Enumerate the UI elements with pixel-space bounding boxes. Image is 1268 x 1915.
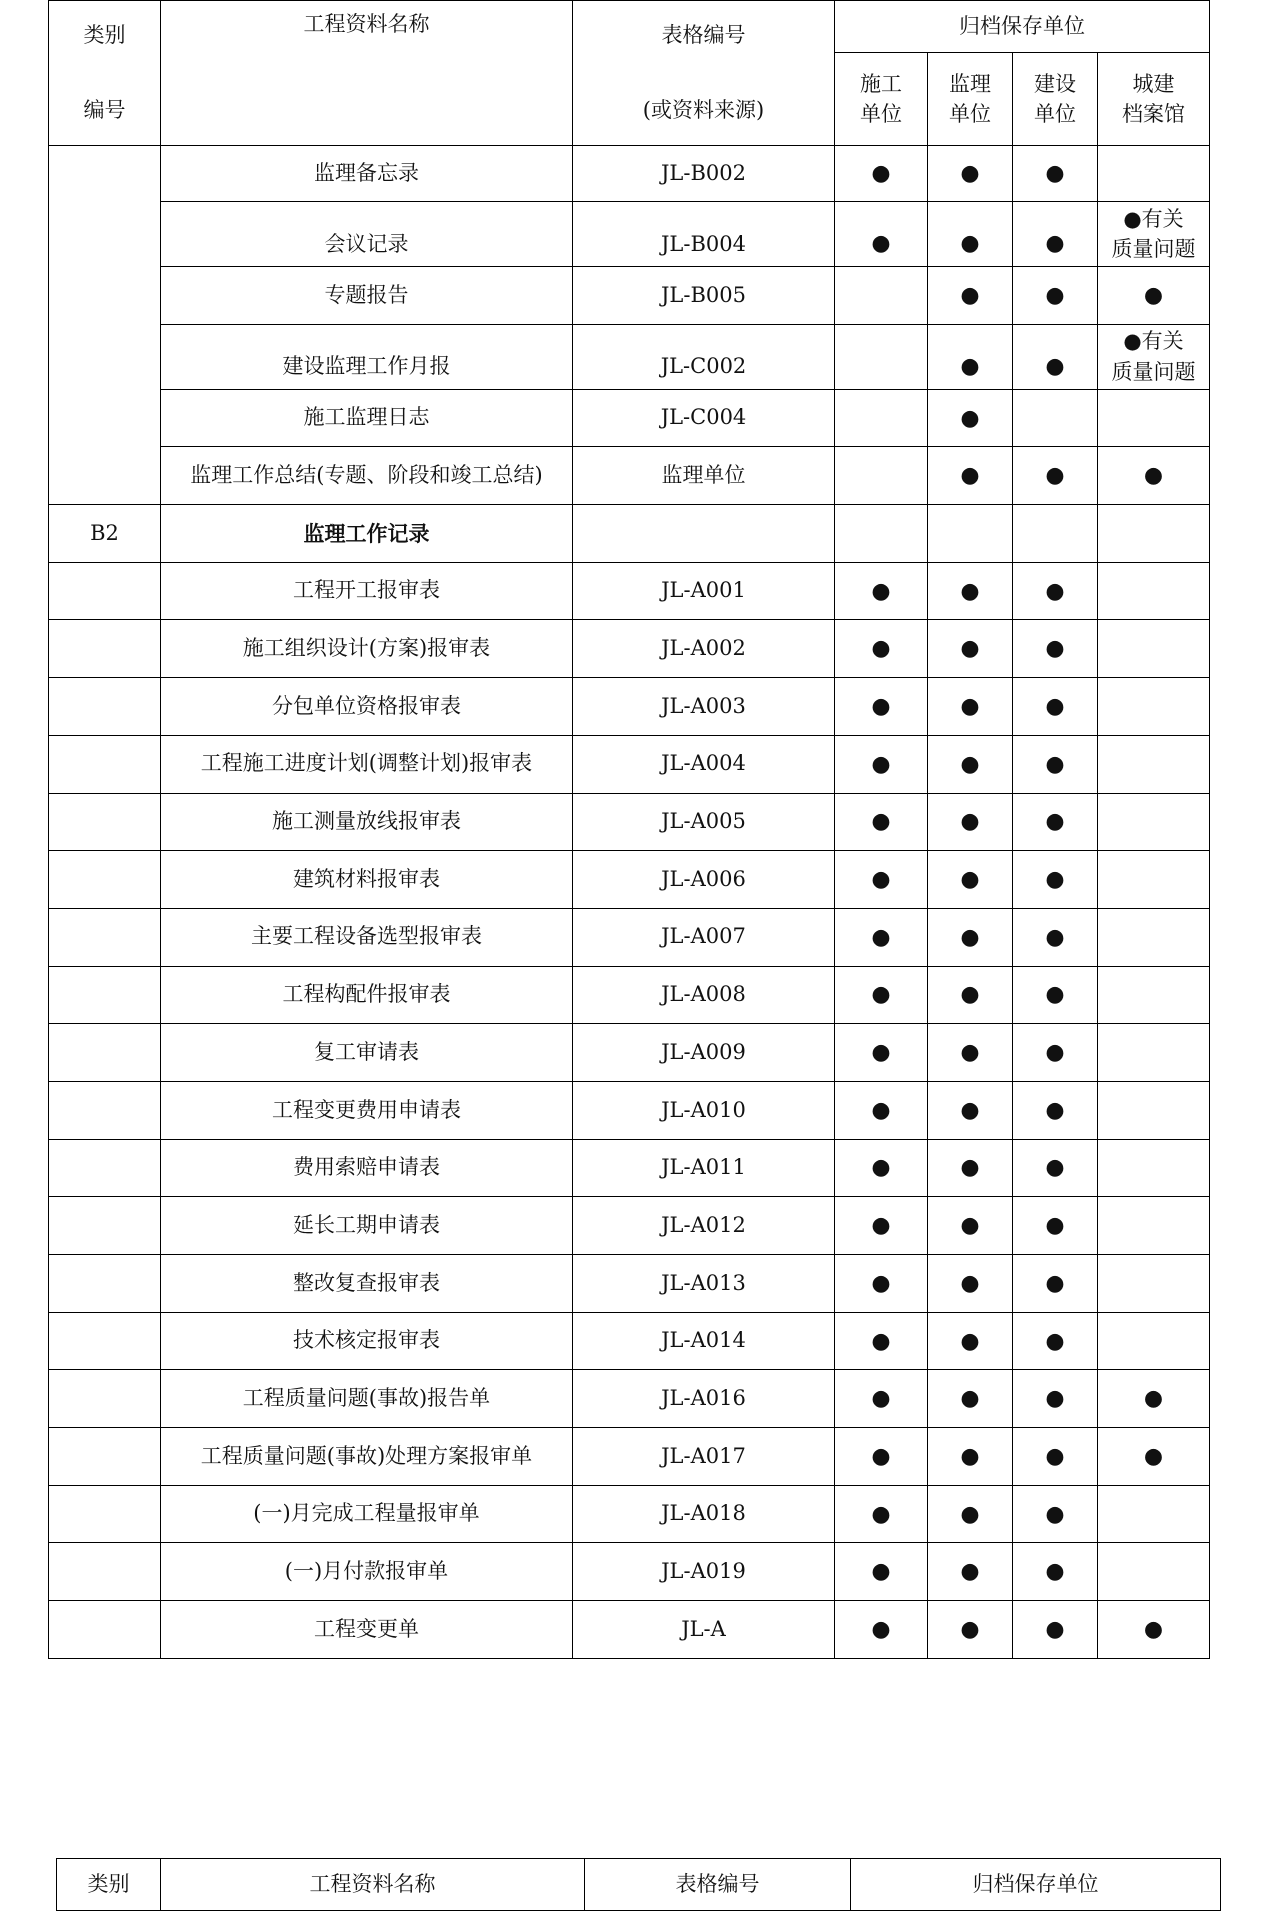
form-code: JL-A — [573, 1601, 835, 1659]
form-code: JL-A017 — [573, 1428, 835, 1486]
archive-dot: ● — [928, 324, 1013, 389]
archive-empty — [1098, 1312, 1210, 1370]
archive-empty — [1098, 146, 1210, 202]
form-code: JL-A011 — [573, 1139, 835, 1197]
header-form-source-label: (或资料来源) — [642, 98, 765, 122]
archive-dot: ● — [1013, 678, 1098, 736]
archive-dot: ● — [835, 1601, 928, 1659]
form-code: JL-A010 — [573, 1081, 835, 1139]
archive-dot: ● — [835, 1197, 928, 1255]
archive-dot: ● — [835, 1024, 928, 1082]
archive-dot: ● — [928, 202, 1013, 267]
category-cell-empty — [49, 735, 161, 793]
archive-dot: ● — [1013, 1081, 1098, 1139]
form-code: JL-A003 — [573, 678, 835, 736]
section-title: 监理工作记录 — [161, 505, 573, 563]
archive-dot: ● — [928, 447, 1013, 505]
archive-dot: ● — [835, 620, 928, 678]
doc-name: 施工组织设计(方案)报审表 — [161, 620, 573, 678]
archive-dot: ● — [928, 1139, 1013, 1197]
form-code: JL-A004 — [573, 735, 835, 793]
archive-dot: ● — [928, 851, 1013, 909]
archive-dot: ● — [928, 1024, 1013, 1082]
archive-dot: ● — [928, 793, 1013, 851]
archive-dot: ● — [835, 202, 928, 267]
header-archive-units: 归档保存单位 — [835, 1, 1210, 53]
archive-note: ●有关 质量问题 — [1098, 202, 1210, 267]
doc-name: 工程施工进度计划(调整计划)报审表 — [161, 735, 573, 793]
archive-dot: ● — [928, 966, 1013, 1024]
archive-empty — [1098, 1024, 1210, 1082]
form-code: JL-A001 — [573, 562, 835, 620]
archive-dot: ● — [835, 678, 928, 736]
archive-dot: ● — [1098, 447, 1210, 505]
archive-dot: ● — [835, 908, 928, 966]
doc-name: 技术核定报审表 — [161, 1312, 573, 1370]
header-name: 工程资料名称 — [161, 1, 573, 146]
archive-dot: ● — [1013, 562, 1098, 620]
archive-dot: ● — [835, 1370, 928, 1428]
section-empty — [573, 505, 835, 563]
archive-dot: ● — [928, 620, 1013, 678]
header-name-2: 工程资料名称 — [161, 1859, 585, 1911]
archive-dot: ● — [1013, 447, 1098, 505]
archive-dot: ● — [1098, 267, 1210, 325]
category-cell-empty — [49, 1370, 161, 1428]
archive-dot: ● — [1098, 1370, 1210, 1428]
archive-dot: ● — [928, 1601, 1013, 1659]
doc-name: 专题报告 — [161, 267, 573, 325]
archive-dot: ● — [928, 146, 1013, 202]
archive-empty — [1013, 389, 1098, 447]
header-category — [49, 1, 161, 146]
archive-dot: ● — [835, 966, 928, 1024]
doc-name: 费用索赔申请表 — [161, 1139, 573, 1197]
archive-dot: ● — [1013, 324, 1098, 389]
archive-empty — [1098, 678, 1210, 736]
archive-dot: ● — [835, 562, 928, 620]
archive-dot: ● — [928, 678, 1013, 736]
header-number-label: 编号 — [83, 98, 126, 122]
archive-dot: ● — [835, 1485, 928, 1543]
header-unit-supervision: 监理 单位 — [928, 53, 1013, 146]
archive-empty — [1098, 1255, 1210, 1313]
form-code: JL-A008 — [573, 966, 835, 1024]
archive-dot: ● — [835, 1428, 928, 1486]
archive-dot: ● — [928, 1485, 1013, 1543]
doc-name: 施工监理日志 — [161, 389, 573, 447]
header-unit-archive: 城建 档案馆 — [1098, 53, 1210, 146]
category-cell-empty — [49, 1139, 161, 1197]
header-archive-units-2: 归档保存单位 — [851, 1859, 1221, 1911]
archive-dot: ● — [1013, 851, 1098, 909]
archive-dot: ● — [835, 1139, 928, 1197]
archive-dot: ● — [835, 851, 928, 909]
archive-dot: ● — [928, 267, 1013, 325]
archive-empty — [835, 324, 928, 389]
archive-dot: ● — [1013, 1139, 1098, 1197]
doc-name: 建设监理工作月报 — [161, 324, 573, 389]
archive-dot: ● — [1013, 735, 1098, 793]
archive-dot: ● — [928, 1081, 1013, 1139]
form-code: JL-A013 — [573, 1255, 835, 1313]
archive-dot: ● — [1098, 1428, 1210, 1486]
archive-dot: ● — [1013, 1428, 1098, 1486]
archive-dot: ● — [835, 146, 928, 202]
archive-dot: ● — [928, 908, 1013, 966]
category-cell-empty — [49, 1601, 161, 1659]
archive-empty — [1098, 1485, 1210, 1543]
category-cell-empty — [49, 1543, 161, 1601]
category-cell-empty — [49, 1485, 161, 1543]
category-cell-empty — [49, 1428, 161, 1486]
archive-dot: ● — [928, 1197, 1013, 1255]
archive-empty — [1098, 735, 1210, 793]
archive-dot: ● — [1013, 202, 1098, 267]
archive-dot: ● — [928, 1312, 1013, 1370]
doc-name: 主要工程设备选型报审表 — [161, 908, 573, 966]
header-unit-construction: 施工 单位 — [835, 53, 928, 146]
archive-dot: ● — [928, 562, 1013, 620]
archive-note: ●有关 质量问题 — [1098, 324, 1210, 389]
doc-name: 工程开工报审表 — [161, 562, 573, 620]
doc-name: 整改复查报审表 — [161, 1255, 573, 1313]
doc-name: 监理备忘录 — [161, 146, 573, 202]
archive-dot: ● — [1013, 1197, 1098, 1255]
category-cell-empty — [49, 678, 161, 736]
archive-empty — [1098, 562, 1210, 620]
section-empty — [928, 505, 1013, 563]
archive-empty — [1098, 1081, 1210, 1139]
archive-empty — [1098, 966, 1210, 1024]
category-cell-empty — [49, 1312, 161, 1370]
form-code: 监理单位 — [573, 447, 835, 505]
category-cell-empty — [49, 1255, 161, 1313]
archive-dot: ● — [835, 1255, 928, 1313]
archive-dot: ● — [1013, 1370, 1098, 1428]
header-category-2: 类别 — [57, 1859, 161, 1911]
archive-dot: ● — [835, 1081, 928, 1139]
archive-empty — [1098, 620, 1210, 678]
archive-dot: ● — [928, 1255, 1013, 1313]
category-cell-empty — [49, 851, 161, 909]
archive-empty — [1098, 1197, 1210, 1255]
form-code: JL-A005 — [573, 793, 835, 851]
header-category-label: 类别 — [83, 22, 126, 47]
form-code: JL-A007 — [573, 908, 835, 966]
form-code: JL-A014 — [573, 1312, 835, 1370]
header-unit-owner: 建设 单位 — [1013, 53, 1098, 146]
doc-name: 工程构配件报审表 — [161, 966, 573, 1024]
section-empty — [1098, 505, 1210, 563]
form-code: JL-A009 — [573, 1024, 835, 1082]
doc-name: (一)月完成工程量报审单 — [161, 1485, 573, 1543]
form-code: JL-C002 — [573, 324, 835, 389]
archive-empty — [1098, 908, 1210, 966]
archive-dot: ● — [1013, 1543, 1098, 1601]
archive-dot: ● — [1013, 1255, 1098, 1313]
category-cell-empty — [49, 1081, 161, 1139]
archive-dot: ● — [835, 1543, 928, 1601]
archive-empty — [835, 267, 928, 325]
archive-dot: ● — [1013, 1024, 1098, 1082]
archive-dot: ● — [1013, 1312, 1098, 1370]
archive-empty — [835, 447, 928, 505]
archive-dot: ● — [1013, 1601, 1098, 1659]
archive-dot: ● — [1013, 793, 1098, 851]
archive-empty — [1098, 1543, 1210, 1601]
archive-dot: ● — [928, 1370, 1013, 1428]
category-cell-empty — [49, 562, 161, 620]
archive-empty — [835, 389, 928, 447]
doc-name: 工程变更费用申请表 — [161, 1081, 573, 1139]
archive-dot: ● — [1013, 146, 1098, 202]
archive-dot: ● — [835, 1312, 928, 1370]
form-code: JL-C004 — [573, 389, 835, 447]
doc-name: 延长工期申请表 — [161, 1197, 573, 1255]
section-empty — [1013, 505, 1098, 563]
archive-empty — [1098, 389, 1210, 447]
archive-dot: ● — [928, 1428, 1013, 1486]
form-code: JL-A012 — [573, 1197, 835, 1255]
doc-name: (一)月付款报审单 — [161, 1543, 573, 1601]
archive-empty — [1098, 793, 1210, 851]
category-cell-empty — [49, 793, 161, 851]
archive-dot: ● — [1013, 908, 1098, 966]
archive-dot: ● — [1098, 1601, 1210, 1659]
archive-dot: ● — [835, 793, 928, 851]
doc-name: 施工测量放线报审表 — [161, 793, 573, 851]
form-code: JL-A006 — [573, 851, 835, 909]
header-form-no-2: 表格编号 — [585, 1859, 851, 1911]
category-cell-empty — [49, 966, 161, 1024]
doc-name: 分包单位资格报审表 — [161, 678, 573, 736]
form-code: JL-B004 — [573, 202, 835, 267]
form-code: JL-A019 — [573, 1543, 835, 1601]
form-code: JL-B005 — [573, 267, 835, 325]
archive-dot: ● — [928, 389, 1013, 447]
archive-dot: ● — [1013, 1485, 1098, 1543]
archive-dot: ● — [1013, 620, 1098, 678]
archive-dot: ● — [928, 1543, 1013, 1601]
archive-table-continued — [56, 1858, 1221, 1911]
header-form-no — [573, 1, 835, 146]
form-code: JL-B002 — [573, 146, 835, 202]
category-cell-empty — [49, 908, 161, 966]
doc-name: 工程变更单 — [161, 1601, 573, 1659]
form-code: JL-A018 — [573, 1485, 835, 1543]
doc-name: 复工审请表 — [161, 1024, 573, 1082]
archive-empty — [1098, 1139, 1210, 1197]
header-form-no-label: 表格编号 — [661, 22, 746, 47]
doc-name: 建筑材料报审表 — [161, 851, 573, 909]
archive-dot: ● — [1013, 966, 1098, 1024]
section-empty — [835, 505, 928, 563]
doc-name: 工程质量问题(事故)报告单 — [161, 1370, 573, 1428]
category-cell-empty — [49, 1024, 161, 1082]
archive-dot: ● — [928, 735, 1013, 793]
section-code: B2 — [49, 505, 161, 563]
category-cell-empty — [49, 620, 161, 678]
form-code: JL-A016 — [573, 1370, 835, 1428]
archive-table — [48, 0, 1210, 1659]
category-cell-empty — [49, 1197, 161, 1255]
archive-empty — [1098, 851, 1210, 909]
archive-dot: ● — [835, 735, 928, 793]
doc-name: 会议记录 — [161, 202, 573, 267]
doc-name: 工程质量问题(事故)处理方案报审单 — [161, 1428, 573, 1486]
form-code: JL-A002 — [573, 620, 835, 678]
category-cell-empty — [49, 146, 161, 505]
doc-name: 监理工作总结(专题、阶段和竣工总结) — [161, 447, 573, 505]
archive-dot: ● — [1013, 267, 1098, 325]
